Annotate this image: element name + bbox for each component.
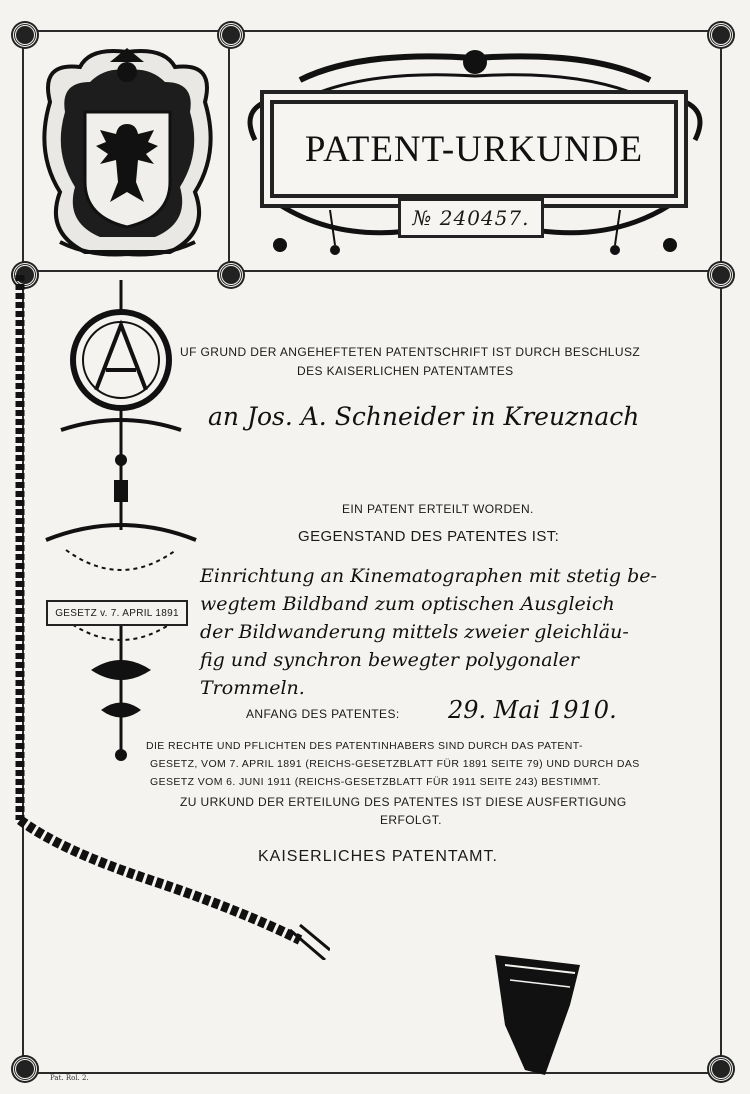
start-date-handwritten: 29. Mai 1910. xyxy=(448,696,617,724)
corner-rosette-icon xyxy=(709,1057,733,1081)
subject-line: Trommeln. xyxy=(200,677,305,699)
issuer: KAISERLICHES PATENTAMT. xyxy=(258,848,498,865)
closing-line-1: ZU URKUND DER ERTEILUNG DES PATENTES IST DIESE AUSFERTIGUNG xyxy=(180,795,627,809)
rights-line-2: GESETZ, VOM 7. APRIL 1891 (REICHS-GESETZBLATT FÜR 1891 SEITE 79) UND DURCH DAS xyxy=(150,758,640,770)
footer-note: Pat. Rol. 2. xyxy=(50,1074,89,1082)
patent-number-panel xyxy=(398,198,544,238)
corner-rosette-icon xyxy=(709,263,733,287)
document-title: PATENT-URKUNDE xyxy=(304,128,644,170)
seal-ribbon-icon xyxy=(485,945,585,1075)
subject-line: Einrichtung an Kinematographen mit stetig be- xyxy=(200,565,657,587)
crest-divider xyxy=(228,30,230,275)
subject-line: wegtem Bildband zum optischen Ausgleich xyxy=(200,593,615,615)
subject-line: der Bildwanderung mittels zweier gleichläu- xyxy=(200,621,629,643)
granted-line: EIN PATENT ERTEILT WORDEN. xyxy=(342,502,534,516)
decree-line-2: DES KAISERLICHEN PATENTAMTES xyxy=(297,364,514,378)
patent-number: № 240457. xyxy=(412,206,530,230)
decree-line-1: UF GRUND DER ANGEHEFTETEN PATENTSCHRIFT IST DURCH BESCHLUSZ xyxy=(180,345,641,359)
rights-line-1: DIE RECHTE UND PFLICHTEN DES PATENTINHABERS SIND DURCH DAS PATENT- xyxy=(146,740,583,752)
corner-rosette-icon xyxy=(709,23,733,47)
recipient-handwritten: an Jos. A. Schneider in Kreuznach xyxy=(208,402,640,431)
subject-heading: GEGENSTAND DES PATENTES IST: xyxy=(298,528,560,545)
law-label-text: GESETZ v. 7. APRIL 1891 xyxy=(55,607,179,619)
imperial-eagle-crest-icon xyxy=(30,42,225,267)
subject-line: fig und synchron bewegter polygonaler xyxy=(200,649,580,671)
start-label: ANFANG DES PATENTES: xyxy=(246,707,400,721)
closing-line-2: ERFOLGT. xyxy=(380,813,442,827)
title-panel xyxy=(270,100,678,198)
rights-line-3: GESETZ VOM 6. JUNI 1911 (REICHS-GESETZBLATT FÜR 1911 SEITE 243) BESTIMMT. xyxy=(150,776,601,788)
corner-rosette-icon xyxy=(13,1057,37,1081)
